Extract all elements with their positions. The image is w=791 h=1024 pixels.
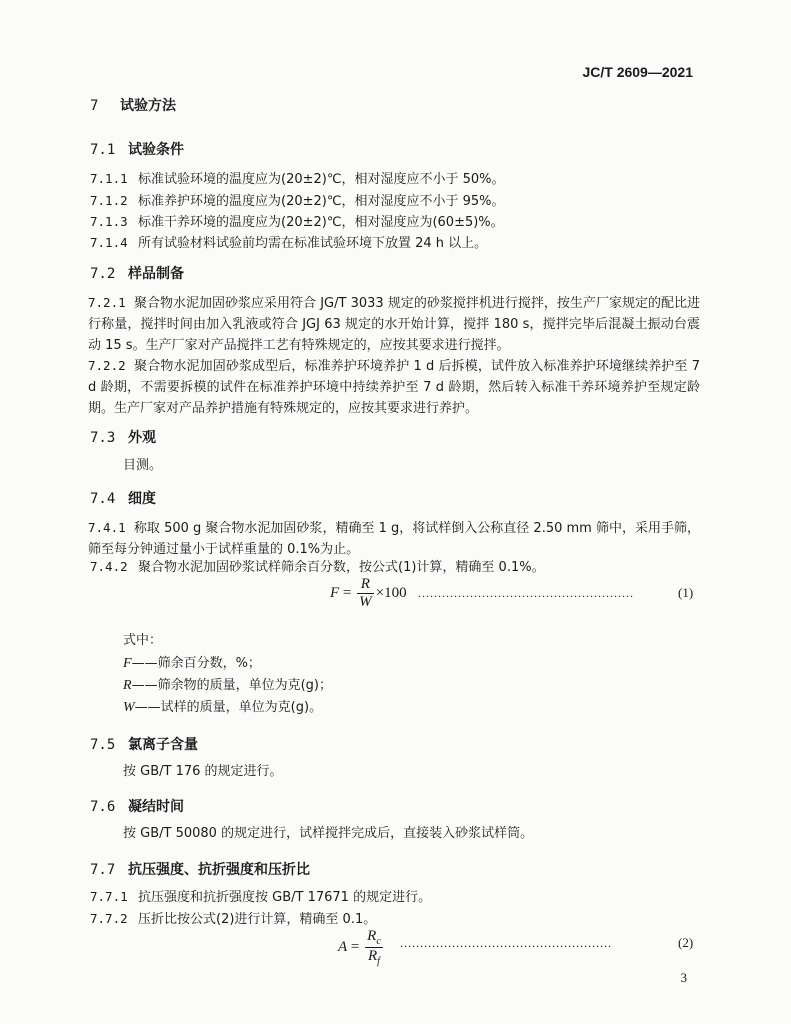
formula-fraction: [357, 576, 374, 611]
clause-text: 聚合物水泥加固砂浆成型后，标准养护环境养护 1 d 后拆模，试件放入标准养护环境继续养护至 7 d 龄期，不需要拆模的试件在标准养护环境中持续养护至 7 d 龄期，然后转入标准干养环境养护至规定龄期。生产厂家对产品养护措施有特殊规定的，应按其要求进行养护。: [88, 359, 701, 416]
clause-number: 7.7.2: [90, 911, 128, 926]
section-7-1-heading: [90, 139, 184, 159]
clause-number: 7.1.1: [90, 171, 128, 186]
clause-7-4-2: [90, 559, 545, 576]
numerator: R: [357, 576, 374, 594]
clause-text: 抗压强度和抗折强度按 GB/T 17671 的规定进行。: [138, 890, 432, 905]
denominator-subscript: f: [377, 956, 380, 967]
section-number: 7: [90, 98, 99, 114]
clause-number: 7.1.4: [90, 235, 128, 250]
clause-text: 标准试验环境的温度应为(20±2)℃，相对湿度应不小于 50%。: [138, 172, 505, 187]
section-title: 凝结时间: [128, 799, 184, 815]
clause-text: 聚合物水泥加固砂浆应采用符合 JG/T 3033 规定的砂浆搅拌机进行搅拌，按生产厂家规定的配比进行称量，搅拌时间由加入乳液或符合 JGJ 63 规定的水开始计算，搅拌 180 s，搅拌完毕后混凝土振动台震动 15 s。生产厂家对产品搅拌工艺有特殊规定的，应按其要求进行搅拌。: [88, 296, 701, 353]
clause-number: 7.2.2: [88, 358, 126, 373]
section-title: 试验方法: [120, 98, 176, 114]
clause-7-4-1: [88, 517, 700, 560]
formula-equals: =: [350, 938, 360, 955]
equation-number: (1): [678, 585, 694, 600]
section-7-2-heading: [90, 263, 184, 283]
clause-number: 7.4.1: [88, 520, 126, 535]
section-number: 7.6: [90, 799, 116, 815]
section-title: 外观: [128, 430, 156, 446]
section-number: 7.1: [90, 142, 116, 158]
where-label: 式中：: [123, 633, 163, 648]
clause-7-2-2: [88, 355, 700, 419]
clause-number: 7.2.1: [88, 295, 126, 310]
section-title: 氯离子含量: [128, 737, 198, 753]
clause-text: 目测。: [123, 458, 163, 473]
clause-7-7-1: [90, 889, 431, 906]
document-number: JC/T 2609—2021: [582, 64, 693, 80]
definition-text: ——试样的质量，单位为克(g)。: [134, 700, 323, 715]
clause-number: 7.7.1: [90, 889, 128, 904]
formula-lhs: A: [338, 938, 348, 955]
definition-text: ——筛余物的质量，单位为克(g)；: [131, 678, 332, 693]
section-7-3-heading: [90, 427, 156, 447]
clause-text: 称取 500 g 聚合物水泥加固砂浆，精确至 1 g，将试样倒入公称直径 2.50 mm 筛中，采用手筛，筛至每分钟通过量小于试样重量的 0.1%为止。: [88, 521, 701, 557]
formula-lhs: F: [330, 584, 340, 601]
section-7-heading: [90, 95, 176, 115]
numerator-symbol: R: [367, 928, 377, 944]
clause-7-1-3: [90, 214, 504, 231]
section-title: 细度: [128, 491, 156, 507]
leader-dots: ......................................................: [418, 586, 634, 600]
section-number: 7.3: [90, 430, 116, 446]
formula-equals: =: [342, 584, 352, 601]
definition-f: [123, 656, 261, 672]
clause-text: 按 GB/T 176 的规定进行。: [123, 764, 283, 779]
section-number: 7.4: [90, 491, 116, 507]
numerator: [365, 928, 383, 948]
section-number: 7.2: [90, 266, 116, 282]
section-number: 7.7: [90, 862, 116, 878]
equation-number: (2): [678, 935, 694, 950]
formula-fraction: [365, 928, 383, 967]
section-title: 试验条件: [128, 142, 184, 158]
section-7-5-heading: [90, 734, 198, 754]
symbol: W: [123, 700, 135, 715]
denominator: [365, 948, 383, 967]
section-title: 样品制备: [128, 266, 184, 282]
numerator-subscript: c: [376, 936, 381, 947]
formula-1: [330, 576, 407, 611]
clause-text: 按 GB/T 50080 的规定进行，试样搅拌完成后，直接装入砂浆试样筒。: [123, 826, 534, 841]
clause-text: 标准干养环境的温度应为(20±2)℃，相对湿度应为(60±5)%。: [138, 215, 504, 230]
denominator: W: [359, 594, 372, 610]
section-7-6-heading: [90, 796, 184, 816]
clause-text: 聚合物水泥加固砂浆试样筛余百分数，按公式(1)计算，精确至 0.1%。: [138, 560, 545, 575]
symbol: R: [123, 678, 132, 693]
denominator-symbol: R: [367, 948, 378, 964]
clause-7-1-2: [90, 193, 504, 210]
leader-dots: .....................................................: [400, 936, 612, 950]
section-number: 7.5: [90, 737, 116, 753]
clause-text: 压折比按公式(2)进行计算，精确至 0.1。: [138, 912, 377, 927]
clause-number: 7.4.2: [90, 559, 128, 574]
clause-text: 标准养护环境的温度应为(20±2)℃，相对湿度应不小于 95%。: [138, 194, 505, 209]
clause-number: 7.1.3: [90, 214, 128, 229]
formula-multiplier: ×100: [375, 584, 407, 601]
clause-7-7-2: [90, 911, 376, 928]
clause-7-1-1: [90, 171, 504, 188]
section-title: 抗压强度、抗折强度和压折比: [128, 862, 310, 878]
clause-number: 7.1.2: [90, 193, 128, 208]
definition-w: [123, 700, 322, 716]
definition-r: [123, 678, 332, 694]
clause-7-1-4: [90, 235, 487, 252]
section-7-7-heading: [90, 859, 310, 879]
symbol: F: [123, 656, 132, 671]
page-number: 3: [680, 970, 687, 985]
definition-text: ——筛余百分数，%；: [131, 656, 261, 671]
section-7-4-heading: [90, 488, 156, 508]
clause-text: 所有试验材料试验前均需在标准试验环境下放置 24 h 以上。: [138, 236, 488, 251]
formula-2: [338, 928, 385, 967]
clause-7-2-1: [88, 292, 700, 356]
